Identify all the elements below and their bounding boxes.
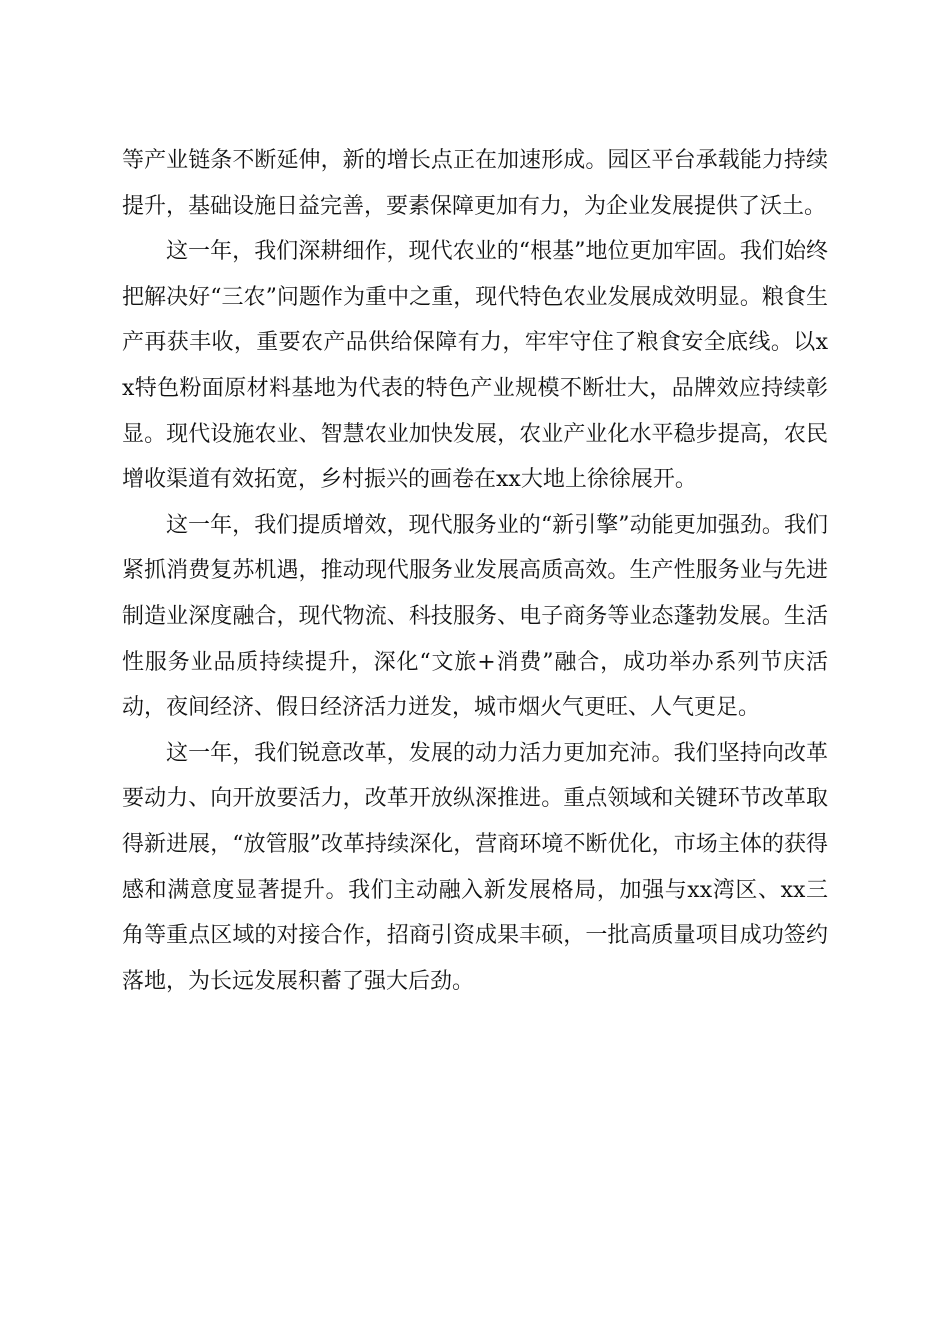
document-body <box>122 138 828 1004</box>
paragraph-modern-agriculture: 这一年，我们深耕细作，现代农业的“根基”地位更加牢固。我们始终把解决好“三农”问题作为重中之重，现代特色农业发展成效明显。粮食生产再获丰收，重要农产品供给保障有力，牢牢守住了粮食安全底线。以xx特色粉面原材料基地为代表的特色产业规模不断壮大，品牌效应持续彰显。现代设施农业、智慧农业加快发展，农业产业化水平稳步提高，农民增收渠道有效拓宽，乡村振兴的画卷在xx大地上徐徐展开。 <box>122 239 828 493</box>
paragraph-modern-services: 这一年，我们提质增效，现代服务业的“新引擎”动能更加强劲。我们紧抓消费复苏机遇，推动现代服务业发展高质高效。生产性服务业与先进制造业深度融合，现代物流、科技服务、电子商务等业态蓬勃发展。生活性服务业品质持续提升，深化“文旅+消费”融合，成功举办系列节庆活动，夜间经济、假日经济活力迸发，城市烟火气更旺、人气更足。 <box>122 512 828 721</box>
paragraph-continued: 等产业链条不断延伸，新的增长点正在加速形成。园区平台承载能力持续提升，基础设施日益完善，要素保障更加有力，为企业发展提供了沃土。 <box>122 148 828 219</box>
paragraph-reform-opening: 这一年，我们锐意改革，发展的动力活力更加充沛。我们坚持向改革要动力、向开放要活力，改革开放纵深推进。重点领域和关键环节改革取得新进展，“放管服”改革持续深化，营商环境不断优化，市场主体的获得感和满意度显著提升。我们主动融入新发展格局，加强与xx湾区、xx三角等重点区域的对接合作，招商引资成果丰硕，一批高质量项目成功签约落地，为长远发展积蓄了强大后劲。 <box>122 740 828 994</box>
